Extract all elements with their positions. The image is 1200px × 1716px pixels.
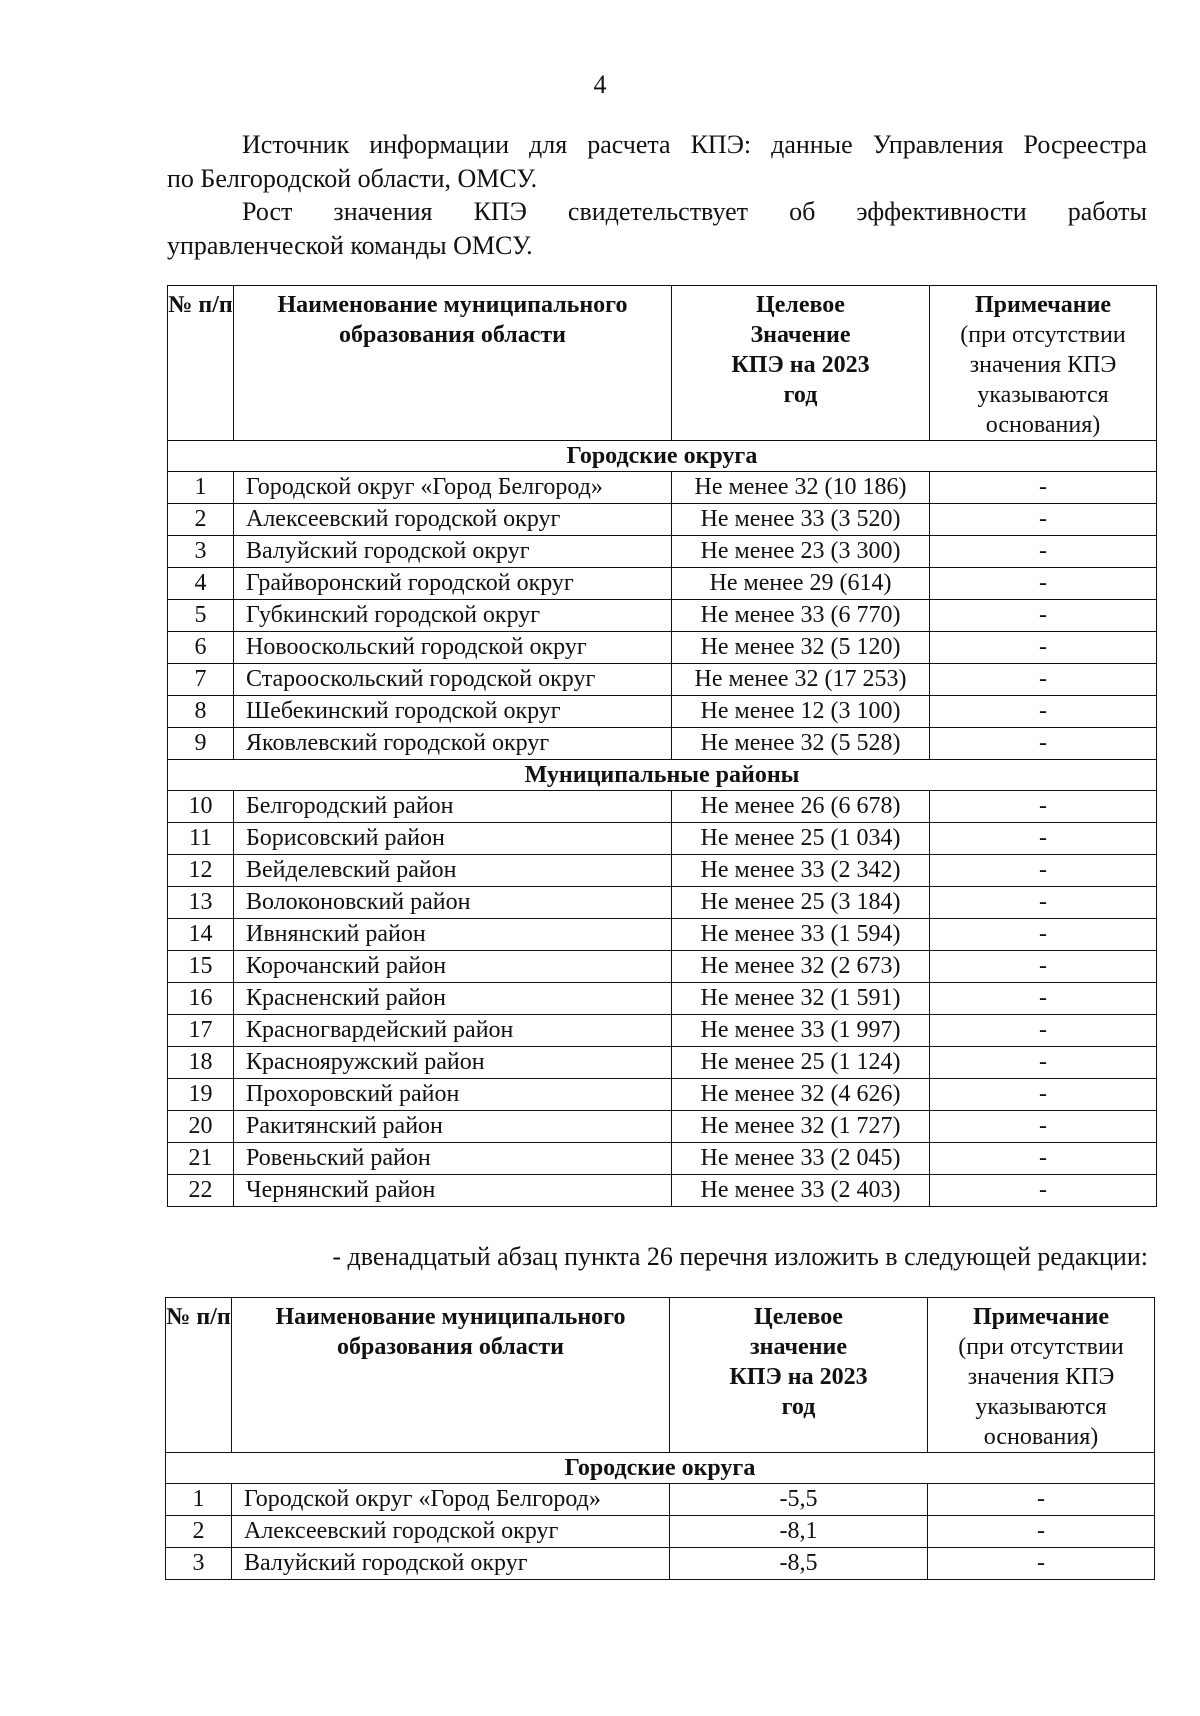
header-value: Целевое значение КПЭ на 2023 год — [670, 1298, 928, 1453]
note-cell: - — [930, 1015, 1157, 1047]
kpe-target-value: Не менее 33 (6 770) — [672, 600, 930, 632]
municipality-name: Алексеевский городской округ — [234, 504, 672, 536]
municipality-name: Губкинский городской округ — [234, 600, 672, 632]
note-cell: - — [930, 1079, 1157, 1111]
kpe-target-value: -8,1 — [670, 1516, 928, 1548]
row-number: 22 — [168, 1175, 234, 1207]
kpe-target-value: Не менее 32 (4 626) — [672, 1079, 930, 1111]
table-row — [166, 1548, 1155, 1580]
municipality-name: Прохоровский район — [234, 1079, 672, 1111]
table-row — [168, 536, 1157, 568]
kpe-target-value: Не менее 12 (3 100) — [672, 696, 930, 728]
kpe-target-value: Не менее 32 (5 120) — [672, 632, 930, 664]
note-cell: - — [930, 504, 1157, 536]
kpe-target-value: Не менее 33 (3 520) — [672, 504, 930, 536]
table-row — [168, 1175, 1157, 1207]
header-note-title: Примечание — [974, 292, 1112, 318]
row-number: 1 — [168, 472, 234, 504]
row-number: 9 — [168, 728, 234, 760]
municipality-name: Корочанский район — [234, 951, 672, 983]
kpe-target-value: Не менее 33 (1 594) — [672, 919, 930, 951]
kpe-target-value: Не менее 29 (614) — [672, 568, 930, 600]
header-note-sub: (при отсутствии значения КПЭ указываются основания) — [960, 322, 1126, 438]
section-title: Муниципальные районы — [168, 760, 1157, 791]
note-cell: - — [930, 951, 1157, 983]
row-number: 10 — [168, 791, 234, 823]
kpe-target-value: Не менее 33 (2 045) — [672, 1143, 930, 1175]
kpe-target-value: Не менее 32 (1 591) — [672, 983, 930, 1015]
table-row — [168, 823, 1157, 855]
municipality-name: Борисовский район — [234, 823, 672, 855]
table-row — [168, 1047, 1157, 1079]
note-cell: - — [930, 472, 1157, 504]
note-cell: - — [930, 919, 1157, 951]
table-row — [168, 887, 1157, 919]
note-cell: - — [930, 568, 1157, 600]
row-number: 20 — [168, 1111, 234, 1143]
municipality-name: Волоконовский район — [234, 887, 672, 919]
table-row — [168, 568, 1157, 600]
municipality-name: Чернянский район — [234, 1175, 672, 1207]
row-number: 15 — [168, 951, 234, 983]
municipality-name: Красненский район — [234, 983, 672, 1015]
kpe-target-value: Не менее 32 (2 673) — [672, 951, 930, 983]
row-number: 5 — [168, 600, 234, 632]
table-row — [168, 1079, 1157, 1111]
note-cell: - — [930, 983, 1157, 1015]
row-number: 6 — [168, 632, 234, 664]
row-number: 2 — [168, 504, 234, 536]
kpe-target-value: Не менее 32 (10 186) — [672, 472, 930, 504]
kpe-target-value: Не менее 25 (1 034) — [672, 823, 930, 855]
municipality-name: Красногвардейский район — [234, 1015, 672, 1047]
header-note — [930, 286, 1157, 441]
growth-line-1: Рост значения КПЭ свидетельствует об эффективности работы — [242, 197, 1147, 226]
note-cell: - — [930, 791, 1157, 823]
section-title: Городские округа — [166, 1453, 1155, 1484]
note-cell: - — [930, 823, 1157, 855]
kpe-target-value: -5,5 — [670, 1484, 928, 1516]
municipality-name: Старооскольский городской округ — [234, 664, 672, 696]
table-row — [168, 1015, 1157, 1047]
municipality-name: Новооскольский городской округ — [234, 632, 672, 664]
section-title: Городские округа — [168, 441, 1157, 472]
growth-paragraph — [167, 195, 1147, 263]
municipality-name: Ровеньский район — [234, 1143, 672, 1175]
table-row — [168, 728, 1157, 760]
kpe-target-value: -8,5 — [670, 1548, 928, 1580]
row-number: 19 — [168, 1079, 234, 1111]
row-number: 17 — [168, 1015, 234, 1047]
source-line-1: Источник информации для расчета КПЭ: данные Управления Росреестра — [242, 130, 1147, 159]
header-num: № п/п — [168, 286, 234, 441]
table-row — [168, 504, 1157, 536]
kpe-target-value: Не менее 33 (2 342) — [672, 855, 930, 887]
row-number: 7 — [168, 664, 234, 696]
kpe-target-value: Не менее 25 (1 124) — [672, 1047, 930, 1079]
municipality-name: Вейделевский район — [234, 855, 672, 887]
municipality-name: Ивнянский район — [234, 919, 672, 951]
row-number: 12 — [168, 855, 234, 887]
header-note-title: Примечание — [972, 1304, 1110, 1330]
clause-text: - двенадцатый абзац пункта 26 перечня изложить в следующей редакции: — [332, 1242, 1148, 1271]
table-row — [168, 1143, 1157, 1175]
row-number: 8 — [168, 696, 234, 728]
note-cell: - — [930, 696, 1157, 728]
kpe-target-value: Не менее 23 (3 300) — [672, 536, 930, 568]
kpe-target-value: Не менее 26 (6 678) — [672, 791, 930, 823]
municipality-name: Валуйский городской округ — [232, 1548, 670, 1580]
row-number: 4 — [168, 568, 234, 600]
row-number: 11 — [168, 823, 234, 855]
section-row — [166, 1453, 1155, 1484]
municipality-name: Краснояружский район — [234, 1047, 672, 1079]
municipality-name: Грайворонский городской округ — [234, 568, 672, 600]
municipality-name: Городской округ «Город Белгород» — [234, 472, 672, 504]
kpe-target-value: Не менее 32 (1 727) — [672, 1111, 930, 1143]
header-value: Целевое Значение КПЭ на 2023 год — [672, 286, 930, 441]
section-row — [168, 441, 1157, 472]
note-cell: - — [930, 536, 1157, 568]
municipality-name: Ракитянский район — [234, 1111, 672, 1143]
table-row — [168, 951, 1157, 983]
row-number: 14 — [168, 919, 234, 951]
page-number: 4 — [593, 70, 607, 99]
table-row — [168, 472, 1157, 504]
municipality-name: Валуйский городской округ — [234, 536, 672, 568]
municipality-name: Яковлевский городской округ — [234, 728, 672, 760]
note-cell: - — [930, 1047, 1157, 1079]
row-number: 1 — [166, 1484, 232, 1516]
note-cell: - — [930, 664, 1157, 696]
kpe-target-value: Не менее 33 (1 997) — [672, 1015, 930, 1047]
header-num: № п/п — [166, 1298, 232, 1453]
table-row — [168, 696, 1157, 728]
note-cell: - — [930, 1143, 1157, 1175]
table-row — [166, 1516, 1155, 1548]
kpe-table-2 — [165, 1297, 1155, 1580]
kpe-table-1 — [167, 285, 1157, 1207]
table-row — [168, 1111, 1157, 1143]
row-number: 3 — [168, 536, 234, 568]
note-cell: - — [930, 887, 1157, 919]
row-number: 18 — [168, 1047, 234, 1079]
table-row — [168, 632, 1157, 664]
note-cell: - — [930, 1175, 1157, 1207]
growth-line-2: управленческой команды ОМСУ. — [167, 231, 533, 260]
table-row — [168, 664, 1157, 696]
table-row — [166, 1484, 1155, 1516]
table-row — [168, 983, 1157, 1015]
table-row — [168, 855, 1157, 887]
note-cell: - — [930, 600, 1157, 632]
row-number: 2 — [166, 1516, 232, 1548]
row-number: 16 — [168, 983, 234, 1015]
table-row — [168, 600, 1157, 632]
header-name: Наименование муниципального образования области — [232, 1298, 670, 1453]
table-row — [168, 919, 1157, 951]
kpe-target-value: Не менее 33 (2 403) — [672, 1175, 930, 1207]
row-number: 21 — [168, 1143, 234, 1175]
note-cell: - — [928, 1548, 1155, 1580]
note-cell: - — [930, 1111, 1157, 1143]
municipality-name: Алексеевский городской округ — [232, 1516, 670, 1548]
source-paragraph — [167, 128, 1147, 196]
header-name: Наименование муниципального образования области — [234, 286, 672, 441]
note-cell: - — [928, 1516, 1155, 1548]
source-line-2: по Белгородской области, ОМСУ. — [167, 164, 538, 193]
section-row — [168, 760, 1157, 791]
municipality-name: Шебекинский городской округ — [234, 696, 672, 728]
header-note — [928, 1298, 1155, 1453]
row-number: 13 — [168, 887, 234, 919]
table-row — [168, 791, 1157, 823]
kpe-target-value: Не менее 32 (17 253) — [672, 664, 930, 696]
note-cell: - — [930, 728, 1157, 760]
note-cell: - — [928, 1484, 1155, 1516]
note-cell: - — [930, 855, 1157, 887]
row-number: 3 — [166, 1548, 232, 1580]
kpe-target-value: Не менее 32 (5 528) — [672, 728, 930, 760]
note-cell: - — [930, 632, 1157, 664]
header-note-sub: (при отсутствии значения КПЭ указываются основания) — [958, 1334, 1124, 1450]
municipality-name: Городской округ «Город Белгород» — [232, 1484, 670, 1516]
kpe-target-value: Не менее 25 (3 184) — [672, 887, 930, 919]
municipality-name: Белгородский район — [234, 791, 672, 823]
